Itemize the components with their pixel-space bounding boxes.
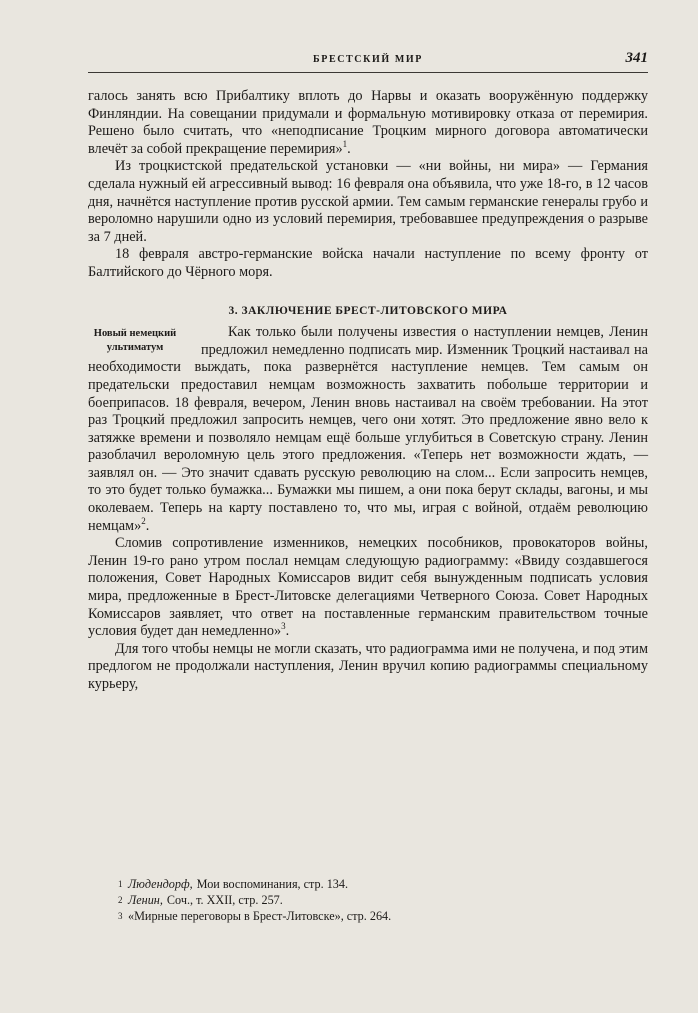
section-heading: 3. ЗАКЛЮЧЕНИЕ БРЕСТ-ЛИТОВСКОГО МИРА <box>228 304 508 317</box>
footnote-1: 1 Людендорф, Мои воспоминания, стр. 134. <box>118 877 349 891</box>
footnote-ref-1: 1 <box>342 139 348 150</box>
paragraph-1: галось занять всю Прибалтику вплоть до Нарвы и оказать вооружённую поддержку Финляндии. На совещании придумали и формальную мотивировку отказа от перемирия. Решено было считать, что «неподписание Троцким мирного договора автоматически влечёт за собой прекращение перемирия»$^1$. <box>88 88 648 157</box>
page-number: 341 <box>625 50 648 66</box>
running-title: БРЕСТСКИЙ МИР <box>313 54 423 65</box>
footnote-ref-2: 2 <box>141 515 146 526</box>
body-text <box>88 88 648 694</box>
paragraph-4: Как только были получены известия о наступлении немцев, Ленин предложил немедленно подписать мир. Изменник Троцкий настаивал на необходимости выждать, пока развернётся наступление немцев. Тем самым он предательски предоставил немцам возможность захватить побольше территории и боеприпасов. 18 февраля, вечером, Ленин вновь настаивал на своём требовании. На этот раз Троцкий предложил запросить немцев, чего они хотят. Это предложение явно вело к затяжке времени и позволяло немцам ещё больше углубиться в Советскую страну. Ленин разоблачил вероломную цель этого предложения. «Теперь нет возможности ждать, — заявлял он. — Это значит сдавать русскую революцию на слом... Если запросить немцев, то это будет только бумажка... Бумажки мы пишем, а они пока берут склады, вагоны, и мы околеваем. Теперь на карту поставлено то, что мы, играя с войной, отдаём революцию немцам»$^2$. <box>88 324 648 534</box>
paragraph-5: Сломив сопротивление изменников, немецких пособников, провокаторов войны, Ленин 19-го рано утром послал немцам следующую радиограмму: «Ввиду создавшегося положения, Совет Народных Комиссаров видит себя вынужденным подписать условия мира, предложенные в Брест-Литовске делегациями Четверного Союза. Совет Народных Комиссаров заявляет, что ответ на поставленные германским правительством точные условия будет дан немедленно»$^3$. <box>88 535 648 640</box>
footnote-ref-3: 3 <box>281 621 286 632</box>
paragraph-3: 18 февраля австро-германские войска начали наступление по всему фронту от Балтийского до Чёрного моря. <box>88 246 648 280</box>
page-header <box>88 50 648 73</box>
paragraph-2: Из троцкистской предательской установки — «ни войны, ни мира» — Германия сделала нужный ей агрессивный вывод: 16 февраля она объявила, что уже 18-го, в 12 часов дня, начнётся наступление против русской армии. Тем самым германские генералы грубо и вероломно нарушили одно из условий перемирия, требовавшее предупреждения о разрыве за 7 дней. <box>88 158 648 245</box>
side-note-line-1: Новый немецкий <box>93 328 177 340</box>
footnotes <box>118 876 648 924</box>
footnote-2: 2 Ленин, Соч., т. XXII, стр. 257. <box>118 893 283 907</box>
footnote-3: 3 «Мирные переговоры в Брест-Литовске», стр. 264. <box>118 909 392 923</box>
paragraph-6: Для того чтобы немцы не могли сказать, что радиограмма ими не получена, и под этим предлогом не продолжали наступления, Ленин вручил копию радиограммы специальному курьеру, <box>88 640 648 692</box>
side-note-line-2: ультиматум <box>106 341 164 353</box>
side-note <box>78 324 192 354</box>
